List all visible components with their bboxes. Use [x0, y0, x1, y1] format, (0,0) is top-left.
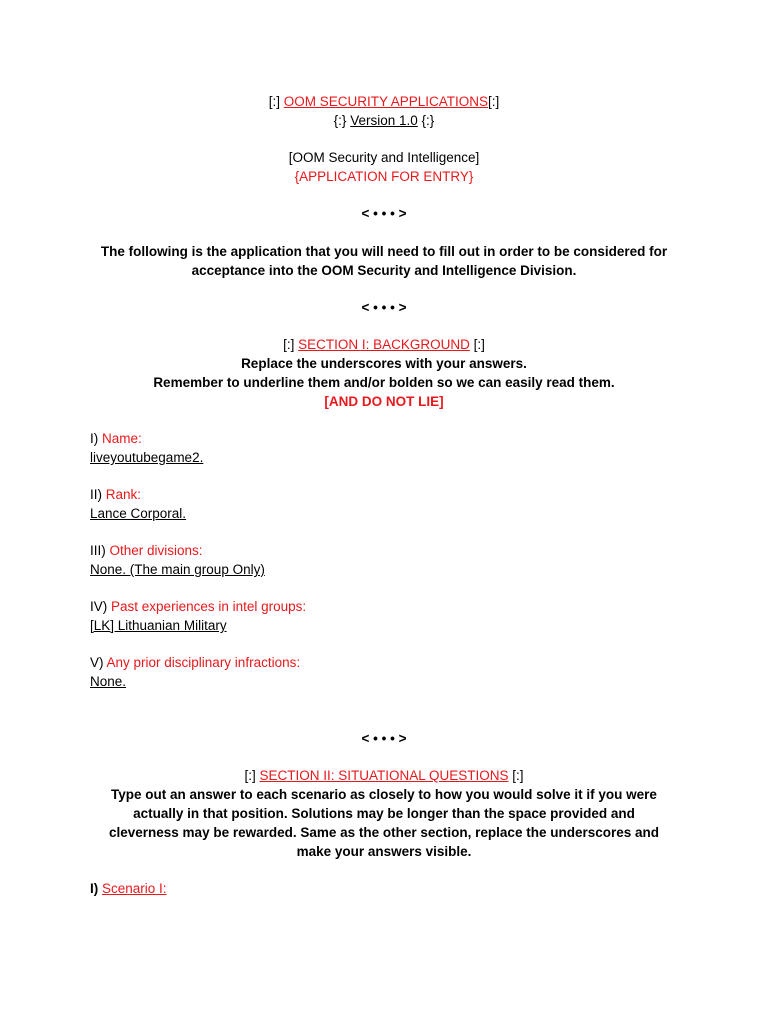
section2-instruction: make your answers visible.	[296, 844, 472, 859]
org-name: [OOM Security and Intelligence]	[288, 150, 480, 165]
intro-line: The following is the application that you will need to fill out in order to be considered for	[100, 244, 668, 259]
document-title: OOM SECURITY APPLICATIONS	[283, 94, 489, 109]
question-name	[90, 429, 690, 448]
document-subtitle: {APPLICATION FOR ENTRY}	[294, 169, 474, 184]
scenario-label: Scenario I:	[102, 881, 167, 896]
answer-rank: Lance Corporal.	[90, 506, 187, 521]
version-bracket-right: {:}	[421, 113, 435, 128]
section2-bracket-right: [:]	[512, 768, 524, 783]
title-bracket-right: [:]	[488, 94, 500, 109]
question-past-experience	[90, 597, 690, 616]
question-rank	[90, 485, 690, 504]
section2-instruction: actually in that position. Solutions may be longer than the space provided and	[133, 806, 635, 821]
answer-past-experience: [LK] Lithuanian Military	[90, 618, 227, 633]
answer-other-divisions: None. (The main group Only)	[90, 562, 265, 577]
scenario-number: I)	[90, 881, 99, 896]
question-label: Past experiences in intel groups:	[111, 599, 307, 614]
question-label: Name:	[102, 431, 142, 446]
question-number: III)	[90, 543, 106, 558]
section2-title: SECTION II: SITUATIONAL QUESTIONS	[259, 768, 509, 783]
title-bracket-left: [:]	[268, 94, 280, 109]
answer-row	[90, 672, 690, 691]
version-bracket-left: {:}	[333, 113, 347, 128]
section1-title: SECTION I: BACKGROUND	[298, 337, 470, 352]
section1-instruction: Replace the underscores with your answers.	[241, 356, 527, 371]
intro-line: acceptance into the OOM Security and Intelligence Division.	[191, 263, 577, 278]
question-other-divisions	[90, 541, 690, 560]
question-label: Any prior disciplinary infractions:	[106, 655, 301, 670]
section1-bracket-right: [:]	[473, 337, 485, 352]
answer-name: liveyoutubegame2.	[90, 450, 204, 465]
question-label: Rank:	[105, 487, 142, 502]
separator: < • • • >	[361, 731, 407, 746]
answer-row	[90, 504, 690, 523]
answer-disciplinary: None.	[90, 674, 127, 689]
section2-instruction: Type out an answer to each scenario as closely to how you would solve it if you were	[111, 787, 657, 802]
question-number: I)	[90, 431, 99, 446]
question-label: Other divisions:	[109, 543, 203, 558]
question-number: II)	[90, 487, 102, 502]
section1-warning: [AND DO NOT LIE]	[324, 394, 444, 409]
question-number: IV)	[90, 599, 108, 614]
section1-instruction: Remember to underline them and/or bolden so we can easily read them.	[153, 375, 615, 390]
question-number: V)	[90, 655, 104, 670]
version-label: Version 1.0	[350, 113, 418, 128]
question-disciplinary	[90, 653, 690, 672]
answer-row	[90, 616, 690, 635]
separator: < • • • >	[361, 206, 407, 221]
header-title-line	[0, 92, 768, 111]
scenario-1-heading	[90, 879, 690, 898]
section2-instruction: cleverness may be rewarded. Same as the other section, replace the underscores and	[109, 825, 659, 840]
section2-heading	[0, 766, 768, 785]
answer-row	[90, 560, 690, 579]
section1-bracket-left: [:]	[283, 337, 295, 352]
separator: < • • • >	[361, 300, 407, 315]
version-line	[0, 111, 768, 130]
section1-heading	[0, 335, 768, 354]
answer-row	[90, 448, 690, 467]
section2-bracket-left: [:]	[244, 768, 256, 783]
